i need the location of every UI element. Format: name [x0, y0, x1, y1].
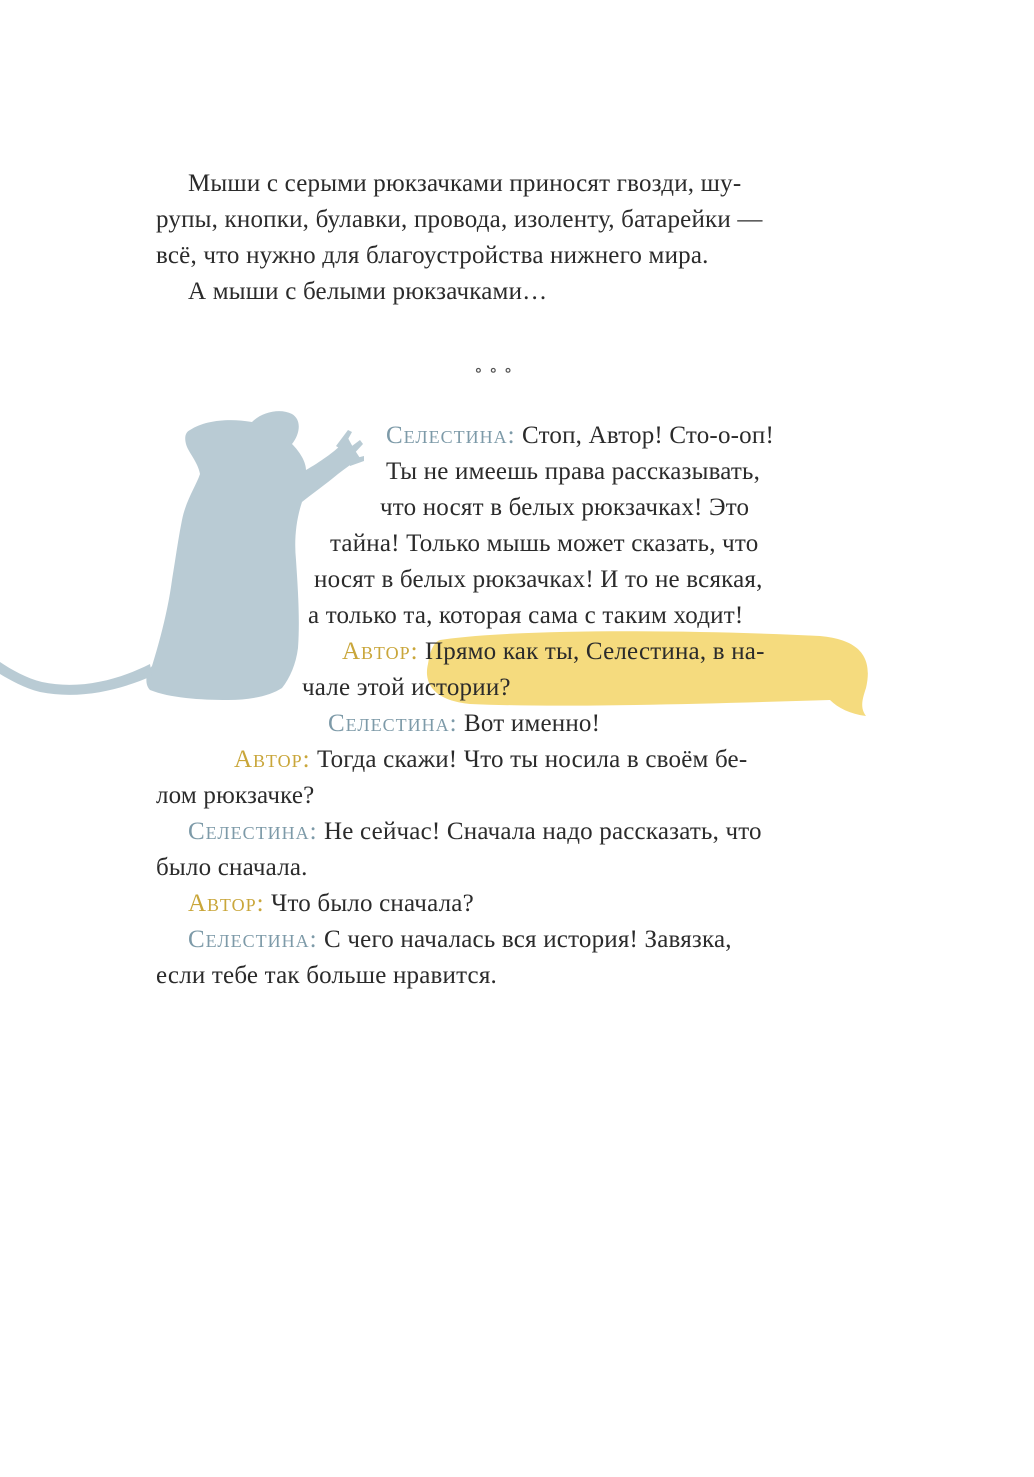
speaker-author: Автор:: [342, 638, 419, 665]
dialogue-celestina-1-line-4: тайна! Только мышь может сказать, что: [330, 530, 759, 557]
dialogue-text: Тогда скажи! Что ты носила в своём бе-: [317, 746, 748, 773]
section-separator: ∘∘∘: [474, 360, 519, 380]
dialogue-celestina-1-line-2: Ты не имеешь права рассказывать,: [386, 458, 761, 485]
intro-line-1: [188, 166, 838, 202]
intro-line-2: рупы, кнопки, булавки, провода, изоленту, батарейки —: [156, 206, 763, 233]
dialogue-celestina-1-line-1: [386, 418, 774, 454]
dialogue-author-1-line-1: [342, 634, 765, 670]
dialogue-celestina-4-line-2: если тебе так больше нравится.: [156, 962, 497, 989]
dialogue-author-3-line-1: [188, 886, 474, 922]
dialogue-celestina-2-line-1: [328, 706, 600, 742]
dialogue-text: С чего началась вся история! Завязка,: [324, 926, 732, 953]
speaker-celestina: Селестина:: [188, 818, 318, 845]
speaker-celestina: Селестина:: [386, 422, 516, 449]
dialogue-celestina-3-line-2: было сначала.: [156, 854, 308, 881]
dialogue-text: Прямо как ты, Селестина, в на-: [425, 638, 765, 665]
mouse-silhouette: [0, 411, 364, 700]
dialogue-author-2-line-1: [234, 742, 747, 778]
dialogue-celestina-1-line-6: а только та, которая сама с таким ходит!: [308, 602, 744, 629]
dialogue-text: Вот именно!: [464, 710, 601, 737]
speaker-author: Автор:: [234, 746, 311, 773]
dialogue-celestina-3-line-1: [188, 814, 762, 850]
intro-line-4: А мыши с белыми рюкзачками…: [188, 278, 548, 305]
intro-line-3: всё, что нужно для благоустройства нижнего мира.: [156, 242, 709, 269]
dialogue-text: Что было сначала?: [271, 890, 474, 917]
dialogue-author-2-line-2: лом рюкзачке?: [156, 782, 315, 809]
dialogue-author-1-line-2: чале этой истории?: [302, 674, 511, 701]
speaker-author: Автор:: [188, 890, 265, 917]
dialogue-celestina-1-line-5: носят в белых рюкзачках! И то не всякая,: [314, 566, 763, 593]
dialogue-celestina-1-line-3: что носят в белых рюкзачках! Это: [380, 494, 750, 521]
speaker-celestina: Селестина:: [328, 710, 458, 737]
speaker-celestina: Селестина:: [188, 926, 318, 953]
dialogue-text: Стоп, Автор! Сто-о-оп!: [522, 422, 774, 449]
dialogue-text: Не сейчас! Сначала надо рассказать, что: [324, 818, 762, 845]
intro-line-1-text: Мыши с серыми рюкзачками приносят гвозди, шу-: [188, 170, 742, 197]
dialogue-celestina-4-line-1: [188, 922, 732, 958]
